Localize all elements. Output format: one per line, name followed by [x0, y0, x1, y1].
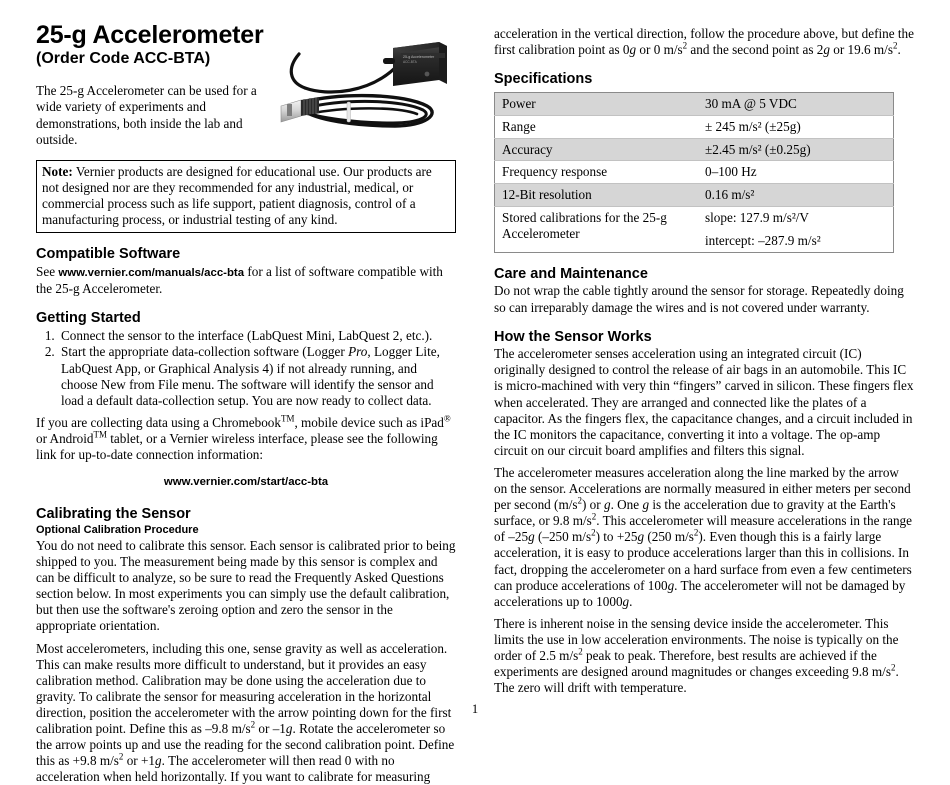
hw2-g: . This accelerometer will measure accelerations in the range of –25	[494, 513, 913, 545]
spec-value-slope: slope: 127.9 m/s²/V	[705, 210, 809, 226]
how-it-works-paragraph-1: The accelerometer senses acceleration using an integrated circuit (IC) originally designed to control the release of air bags in an automobile. This IC is micro-machined with very thin “fingers” carved in silicon. These fingers flex when accelerated. They are arranged and connected like the plates of a capacitor. As the fingers flex, the capacitance changes, and a circuit included in the IC monitors the capacitance, converting it into a voltage. The op-amp circuit on our circuit board amplifies and filters this signal.	[494, 346, 914, 458]
heading-how-the-sensor-works: How the Sensor Works	[494, 328, 652, 345]
note-label: Note:	[42, 163, 73, 179]
spec-label: Power	[495, 92, 699, 115]
spec-value: ±2.45 m/s² (±0.25g)	[698, 138, 894, 161]
note-text: Vernier products are designed for educational use. Our products are not designed nor are they recommended for any industrial, medical, or commercial process such as life support, patient diagnosis, control of a manufacturing process, or industrial testing of any kind.	[42, 163, 432, 227]
hw2-a: The accelerometer measures acceleration along the line marked by the arrow on the sensor. Accelerations are normally measured in either meters per second per second (m/s	[494, 464, 911, 513]
heading-compatible-software: Compatible Software	[36, 246, 181, 263]
accelerometer-product-photo	[275, 34, 460, 144]
order-code: (Order Code ACC-BTA)	[36, 50, 211, 68]
spec-label: Range	[495, 115, 699, 138]
hw2-g4: g	[637, 529, 645, 545]
how-it-works-paragraph-3: There is inherent noise in the sensing device inside the accelerometer. This limits the use in low acceleration environments. The noise is typically on the order of 2.5 $m/s^2$ peak to peak. Therefore, best results are achieved if the experiments are designed around magnitudes or changes exceeding 9.8 $m/s^2$. The zero will drift with temperature.	[494, 615, 899, 696]
cont-unit-g2: g	[823, 42, 830, 58]
hw2-g3: g	[528, 529, 535, 545]
spec-label: Frequency response	[495, 161, 699, 184]
page-title: 25-g Accelerometer	[36, 21, 264, 49]
hw3-b: peak to peak. Therefore, best results are achieved if the experiments are designed around magnitudes or changes exceeding 9.8 m/s	[494, 647, 891, 680]
svg-text:ACC-BTA: ACC-BTA	[403, 60, 417, 64]
spec-value-group	[698, 207, 894, 253]
spec-value: 0.16 m/s²	[698, 184, 894, 207]
how-it-works-paragraph-2: The accelerometer measures acceleration along the line marked by the arrow on the sensor. Accelerations are normally measured in either meters per second per second $(m/s^2)$ or g. One g is the acceleration due to gravity at the Earth's surface, or 9.8 $m/s^2$. This accelerometer will measure accelerations in the range of –25g (–250 $m/s^2$) to +25g (250 $m/s^2$). Even though this is a fairly large acceleration, it is easy to produce accelerations larger than this in collisions. In fact, dropping the accelerometer on a hard surface from even a few centimeters can produce accelerations of 100g. The accelerometer will not be damaged by accelerations up to 1000g.	[494, 464, 913, 609]
hw2-g6: g	[622, 593, 630, 609]
spec-label: 12-Bit resolution	[495, 184, 699, 207]
cont-unit-g1: g	[629, 42, 637, 58]
spec-label: Accuracy	[495, 138, 699, 161]
title-block	[36, 22, 456, 149]
cont-text-d: and the second point as 2	[687, 42, 824, 58]
sensor-body	[393, 42, 447, 86]
table-row	[495, 161, 894, 184]
hw2-q: .	[629, 593, 633, 609]
list-item: 2. Start the appropriate data-collection software (Logger Pro, Logger Lite, LabQuest App, or Graphical Analysis 4) if not already running, and choose New from File menu. The software will identify the sensor and load a default data-collection setup. You are now ready to collect data.	[58, 344, 456, 408]
heading-getting-started: Getting Started	[36, 309, 141, 326]
page-number: 1	[471, 702, 479, 716]
hw2-d: . One	[610, 497, 643, 513]
bta-connector	[281, 97, 319, 122]
intro-paragraph: The 25-g Accelerometer can be used for a wide variety of experiments and demonstrations, both inside the lab and outside.	[36, 82, 257, 148]
subheading-optional-calibration: Optional Calibration Procedure	[36, 523, 199, 536]
table-row	[495, 115, 894, 138]
table-row	[495, 184, 894, 207]
specifications-table	[494, 92, 894, 253]
hw2-l: (250 m/s	[644, 529, 694, 545]
spec-value: 0–100 Hz	[698, 161, 894, 184]
hw2-b: ) or	[581, 497, 604, 513]
getting-started-steps	[36, 328, 456, 408]
cal-text-g: . The accelerometer will then read 0 with no acceleration when held horizontally. If you want to calibrate for measuring	[36, 753, 431, 785]
text-after-url: for a list of software compatible with the 25-g Accelerometer.	[36, 263, 443, 296]
product-photo-svg	[275, 34, 460, 144]
hw2-m: ). Even though this is a fairly large acceleration, it is easy to produce accelerations larger than this in collisions. In fact, dropping the accelerometer on a hard surface from even a few centimeters can produce accelerations of 100	[494, 529, 912, 593]
calibration-paragraph-1: You do not need to calibrate this sensor. Each sensor is calibrated prior to being shipped to you. The measurement being made by this sensor is complex and can be difficult to analyze, so be sure to read the Frequently Asked Questions section below. In most experiments you can simply use the default calibration, but then use the software's zeroing option and zero the sensor in the appropriate orientation.	[36, 537, 456, 634]
cal-unit-g1: g	[285, 721, 293, 736]
calibration-paragraph-2: Most accelerometers, including this one, sense gravity as well as acceleration. This can make results more difficult to understand, but it provides an easy calibration method. Calibration may be done using the acceleration due to gravity. To calibrate the sensor for measuring acceleration in the horizontal direction, position the accelerometer with the arrow pointing down for the first calibration point. Define this as –9.8 $m/s^2$ or –1g. Rotate the accelerometer so the arrow points up and use the reading for the second calibration point. Define this as +9.8 $m/s^2$ or +1g. The accelerometer will then read 0 with no acceleration when held horizontally. If you want to calibrate for measuring	[36, 640, 455, 785]
hw2-g2: g	[642, 497, 650, 513]
table-row	[495, 207, 894, 253]
cal-text-a: Most accelerometers, including this one, sense gravity as well as acceleration. This can make results more difficult to understand, but it provides an easy calibration method. Calibration may be done using the acceleration due to gravity. To calibrate the sensor for measuring acceleration in the horizontal direction, position the accelerometer with the arrow pointing down for the first calibration point. Define this as –9.8 m/s	[36, 640, 452, 736]
left-column	[36, 16, 456, 785]
right-column	[494, 16, 914, 696]
cont-text-f: or 19.6 m/s	[829, 42, 893, 58]
hw2-g1: g	[603, 497, 611, 513]
hw2-o: . The accelerometer will not be damaged by accelerations up to 1000	[494, 577, 906, 609]
compatible-software-paragraph	[36, 264, 456, 297]
svg-text:25-g Accelerometer: 25-g Accelerometer	[403, 55, 435, 59]
table-row	[495, 92, 894, 115]
manuals-link[interactable]: www.vernier.com/manuals/acc-bta	[58, 266, 245, 279]
cal-text-b: or –1	[255, 721, 286, 736]
two-column-layout	[36, 16, 914, 785]
list-item: 1. Connect the sensor to the interface (LabQuest Mini, LabQuest 2, etc.).	[58, 328, 456, 344]
table-row	[495, 138, 894, 161]
hw2-j: ) to +25	[595, 529, 638, 545]
chromebook-paragraph: If you are collecting data using a Chromebook™, mobile device such as iPad® or Android™ tablet, or a Vernier wireless interface, please see the following link for up-to-date connection information:	[36, 413, 451, 463]
start-link[interactable]: www.vernier.com/start/acc-bta	[163, 476, 329, 489]
spec-value-intercept: intercept: –287.9 m/s²	[705, 232, 821, 248]
cal-unit-g2: g	[155, 753, 162, 769]
heading-care-and-maintenance: Care and Maintenance	[494, 265, 648, 282]
cal-text-e: or +1	[123, 753, 156, 769]
spec-label: Stored calibrations for the 25-g Accelerometer	[502, 210, 667, 241]
hw2-i: (–250 m/s	[534, 529, 592, 545]
hw3-c: . The zero will drift with temperature.	[494, 664, 899, 696]
text-before-url: See	[36, 263, 59, 279]
note-box	[36, 160, 456, 233]
cal-text-d: . Rotate the accelerometer so the arrow points up and use the reading for the second calibration point. Define this as +9.8 m/s	[36, 721, 455, 769]
hw2-f: is the acceleration due to gravity at the Earth's surface, or 9.8 m/s	[494, 497, 896, 529]
hw2-g5: g	[667, 577, 675, 593]
cont-text-c: or 0 m/s	[636, 42, 683, 58]
heading-calibrating-the-sensor: Calibrating the Sensor	[36, 506, 191, 523]
hw3-a: There is inherent noise in the sensing device inside the accelerometer. This limits the use in low acceleration environments. The noise is typically on the order of 2.5 m/s	[494, 615, 899, 663]
continuation-paragraph: acceleration in the vertical direction, follow the procedure above, but define the first calibration point as 0g or 0 $m/s^2$ and the second point as 2g or 19.6 $m/s^2$.	[494, 26, 914, 58]
cont-text-g: .	[897, 42, 901, 58]
heading-specifications: Specifications	[494, 71, 593, 88]
care-paragraph: Do not wrap the cable tightly around the sensor for storage. Repeatedly doing so can irreparably damage the wires and is not covered under warranty.	[494, 283, 904, 315]
start-link-container	[36, 472, 456, 490]
cont-text-a: acceleration in the vertical direction, follow the procedure above, but define the first calibration point as 0	[494, 26, 914, 58]
spec-value: 30 mA @ 5 VDC	[698, 92, 894, 115]
spec-value: ± 245 m/s² (±25g)	[698, 115, 894, 138]
